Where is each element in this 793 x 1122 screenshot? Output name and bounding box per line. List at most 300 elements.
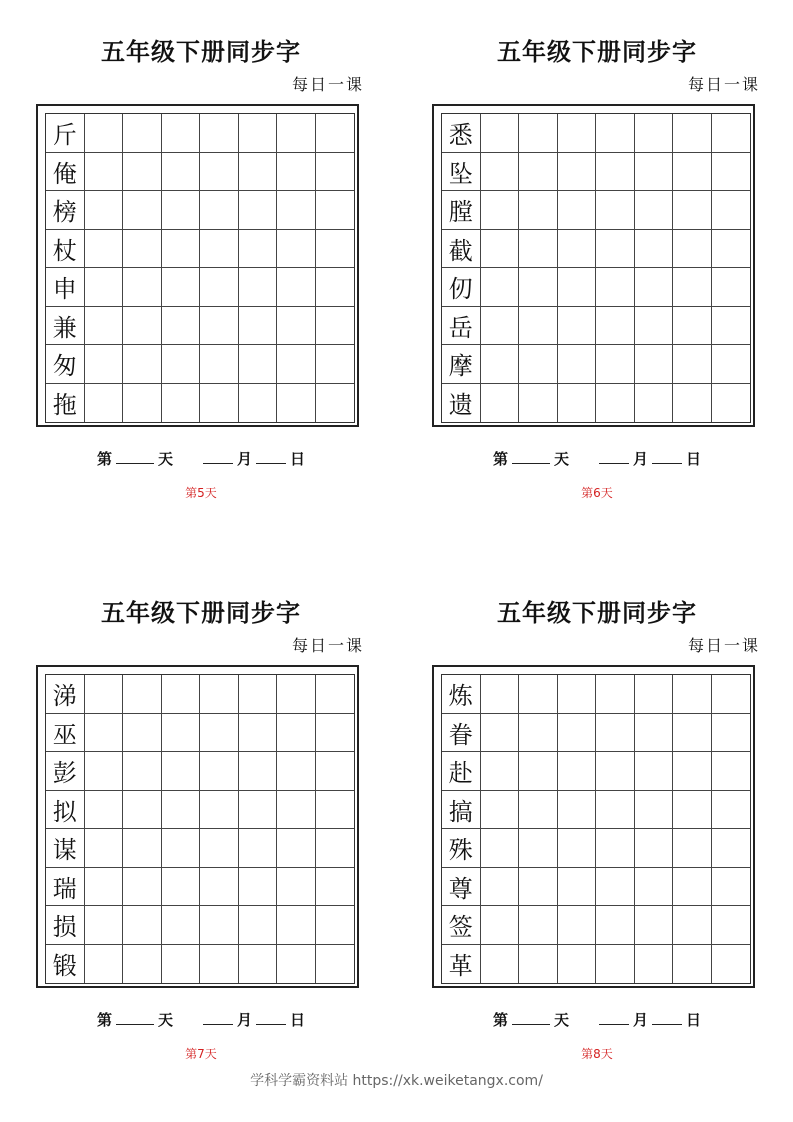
writing-cell[interactable] (712, 906, 751, 945)
writing-cell[interactable] (162, 829, 201, 868)
writing-cell[interactable] (712, 114, 751, 153)
writing-cell[interactable] (277, 191, 316, 230)
writing-cell[interactable] (558, 675, 597, 714)
writing-cell[interactable] (239, 268, 278, 307)
writing-cell[interactable] (635, 345, 674, 384)
writing-cell[interactable] (200, 868, 239, 907)
date-prefix: 第 (492, 450, 508, 468)
writing-cell[interactable] (519, 906, 558, 945)
date-prefix: 第 (96, 450, 112, 468)
writing-cell[interactable] (712, 829, 751, 868)
day-number-label: 第6天 (581, 486, 613, 500)
writing-cell[interactable] (673, 791, 712, 830)
writing-cell[interactable] (558, 868, 597, 907)
writing-cell[interactable] (123, 868, 162, 907)
writing-cell[interactable] (200, 714, 239, 753)
writing-cell[interactable] (123, 945, 162, 984)
writing-cell[interactable] (558, 114, 597, 153)
writing-cell[interactable] (239, 945, 278, 984)
writing-cell[interactable] (519, 829, 558, 868)
writing-cell[interactable] (162, 752, 201, 791)
writing-cell[interactable] (481, 230, 520, 269)
writing-cell[interactable] (85, 191, 124, 230)
writing-cell[interactable] (123, 675, 162, 714)
writing-cell[interactable] (635, 714, 674, 753)
model-character: 截 (442, 230, 481, 269)
month-blank[interactable] (203, 1012, 233, 1025)
writing-cell[interactable] (481, 384, 520, 423)
writing-cell[interactable] (558, 345, 597, 384)
writing-cell[interactable] (519, 945, 558, 984)
writing-cell[interactable] (596, 191, 635, 230)
writing-cell[interactable] (596, 675, 635, 714)
writing-cell[interactable] (277, 906, 316, 945)
writing-cell[interactable] (558, 945, 597, 984)
writing-cell[interactable] (596, 307, 635, 346)
writing-cell[interactable] (123, 791, 162, 830)
writing-cell[interactable] (277, 307, 316, 346)
writing-cell[interactable] (123, 153, 162, 192)
writing-cell[interactable] (85, 345, 124, 384)
writing-cell[interactable] (239, 791, 278, 830)
writing-cell[interactable] (316, 868, 355, 907)
date-day-label: 天 (157, 1011, 173, 1029)
writing-cell[interactable] (673, 307, 712, 346)
writing-cell[interactable] (316, 945, 355, 984)
sheet-title: 五年级下册同步字 (101, 37, 301, 66)
writing-cell[interactable] (239, 191, 278, 230)
writing-cell[interactable] (712, 384, 751, 423)
writing-cell[interactable] (162, 153, 201, 192)
writing-cell[interactable] (162, 268, 201, 307)
writing-cell[interactable] (277, 791, 316, 830)
model-character: 殊 (442, 829, 481, 868)
writing-cell[interactable] (123, 384, 162, 423)
date-day-label: 天 (553, 1011, 569, 1029)
writing-cell[interactable] (239, 153, 278, 192)
model-character: 杖 (46, 230, 85, 269)
writing-cell[interactable] (316, 906, 355, 945)
writing-cell[interactable] (316, 829, 355, 868)
writing-cell[interactable] (200, 268, 239, 307)
sheet-title: 五年级下册同步字 (497, 37, 697, 66)
practice-grid-frame (432, 104, 755, 427)
writing-cell[interactable] (200, 945, 239, 984)
date-date-label: 日 (686, 1011, 702, 1029)
writing-cell[interactable] (162, 114, 201, 153)
practice-grid-frame (36, 104, 359, 427)
writing-cell[interactable] (316, 307, 355, 346)
date-blank[interactable] (256, 451, 286, 464)
writing-cell[interactable] (277, 268, 316, 307)
writing-cell[interactable] (635, 752, 674, 791)
writing-cell[interactable] (519, 384, 558, 423)
writing-cell[interactable] (519, 114, 558, 153)
model-character: 拖 (46, 384, 85, 423)
writing-cell[interactable] (200, 791, 239, 830)
writing-cell[interactable] (277, 114, 316, 153)
model-character: 搞 (442, 791, 481, 830)
writing-cell[interactable] (596, 384, 635, 423)
writing-cell[interactable] (277, 675, 316, 714)
date-day-label: 天 (157, 450, 173, 468)
writing-cell[interactable] (239, 345, 278, 384)
writing-cell[interactable] (673, 345, 712, 384)
writing-cell[interactable] (85, 268, 124, 307)
writing-cell[interactable] (596, 153, 635, 192)
practice-grid-frame (36, 665, 359, 988)
writing-cell[interactable] (239, 675, 278, 714)
writing-cell[interactable] (481, 675, 520, 714)
writing-cell[interactable] (712, 153, 751, 192)
writing-cell[interactable] (316, 153, 355, 192)
month-blank[interactable] (203, 451, 233, 464)
writing-cell[interactable] (596, 791, 635, 830)
writing-cell[interactable] (596, 345, 635, 384)
writing-cell[interactable] (316, 230, 355, 269)
writing-cell[interactable] (85, 829, 124, 868)
day-blank[interactable] (512, 1012, 550, 1025)
writing-cell[interactable] (712, 945, 751, 984)
writing-cell[interactable] (85, 906, 124, 945)
writing-cell[interactable] (519, 153, 558, 192)
writing-cell[interactable] (123, 714, 162, 753)
date-prefix: 第 (492, 1011, 508, 1029)
writing-cell[interactable] (316, 752, 355, 791)
date-month-label: 月 (237, 1011, 253, 1029)
writing-cell[interactable] (519, 268, 558, 307)
writing-cell[interactable] (123, 752, 162, 791)
writing-cell[interactable] (673, 868, 712, 907)
writing-cell[interactable] (596, 829, 635, 868)
model-character: 坠 (442, 153, 481, 192)
writing-cell[interactable] (162, 384, 201, 423)
writing-cell[interactable] (162, 230, 201, 269)
model-character: 眷 (442, 714, 481, 753)
practice-sheet-4 (432, 561, 762, 1061)
writing-cell[interactable] (200, 307, 239, 346)
writing-cell[interactable] (558, 153, 597, 192)
writing-cell[interactable] (712, 345, 751, 384)
writing-cell[interactable] (316, 191, 355, 230)
writing-cell[interactable] (277, 714, 316, 753)
writing-cell[interactable] (85, 791, 124, 830)
writing-cell[interactable] (481, 191, 520, 230)
writing-cell[interactable] (596, 868, 635, 907)
writing-cell[interactable] (712, 268, 751, 307)
writing-cell[interactable] (519, 230, 558, 269)
writing-cell[interactable] (123, 906, 162, 945)
writing-cell[interactable] (712, 191, 751, 230)
writing-cell[interactable] (85, 752, 124, 791)
writing-cell[interactable] (712, 752, 751, 791)
practice-grid (45, 113, 355, 423)
model-character: 遗 (442, 384, 481, 423)
writing-cell[interactable] (239, 384, 278, 423)
model-character: 巫 (46, 714, 85, 753)
writing-cell[interactable] (712, 675, 751, 714)
model-character: 申 (46, 268, 85, 307)
writing-cell[interactable] (635, 675, 674, 714)
writing-cell[interactable] (673, 829, 712, 868)
date-date-label: 日 (686, 450, 702, 468)
writing-cell[interactable] (200, 829, 239, 868)
practice-grid (441, 674, 751, 984)
day-blank[interactable] (512, 451, 550, 464)
day-blank[interactable] (116, 1012, 154, 1025)
practice-grid-frame (432, 665, 755, 988)
date-line (36, 1009, 366, 1030)
practice-grid (45, 674, 355, 984)
writing-cell[interactable] (635, 153, 674, 192)
writing-cell[interactable] (519, 191, 558, 230)
model-character: 俺 (46, 153, 85, 192)
month-blank[interactable] (599, 451, 629, 464)
model-character: 膛 (442, 191, 481, 230)
writing-cell[interactable] (519, 345, 558, 384)
writing-cell[interactable] (596, 906, 635, 945)
writing-cell[interactable] (200, 230, 239, 269)
writing-cell[interactable] (85, 714, 124, 753)
model-character: 签 (442, 906, 481, 945)
model-character: 炼 (442, 675, 481, 714)
writing-cell[interactable] (200, 191, 239, 230)
writing-cell[interactable] (316, 345, 355, 384)
writing-cell[interactable] (316, 791, 355, 830)
writing-cell[interactable] (712, 230, 751, 269)
model-character: 赴 (442, 752, 481, 791)
day-blank[interactable] (116, 451, 154, 464)
writing-cell[interactable] (481, 345, 520, 384)
date-date-label: 日 (290, 450, 306, 468)
date-blank[interactable] (652, 1012, 682, 1025)
date-month-label: 月 (633, 450, 649, 468)
writing-cell[interactable] (200, 906, 239, 945)
writing-cell[interactable] (239, 829, 278, 868)
date-blank[interactable] (256, 1012, 286, 1025)
writing-cell[interactable] (635, 191, 674, 230)
writing-cell[interactable] (519, 868, 558, 907)
writing-cell[interactable] (200, 752, 239, 791)
writing-cell[interactable] (123, 191, 162, 230)
writing-cell[interactable] (277, 752, 316, 791)
writing-cell[interactable] (673, 268, 712, 307)
model-character: 涕 (46, 675, 85, 714)
writing-cell[interactable] (712, 791, 751, 830)
writing-cell[interactable] (277, 945, 316, 984)
writing-cell[interactable] (558, 191, 597, 230)
writing-cell[interactable] (673, 906, 712, 945)
date-line (432, 1009, 762, 1030)
writing-cell[interactable] (673, 153, 712, 192)
model-character: 摩 (442, 345, 481, 384)
writing-cell[interactable] (239, 714, 278, 753)
model-character: 榜 (46, 191, 85, 230)
writing-cell[interactable] (123, 114, 162, 153)
writing-cell[interactable] (85, 945, 124, 984)
writing-cell[interactable] (123, 307, 162, 346)
writing-cell[interactable] (635, 384, 674, 423)
writing-cell[interactable] (239, 906, 278, 945)
date-prefix: 第 (96, 1011, 112, 1029)
writing-cell[interactable] (519, 752, 558, 791)
model-character: 仞 (442, 268, 481, 307)
writing-cell[interactable] (277, 384, 316, 423)
writing-cell[interactable] (85, 675, 124, 714)
writing-cell[interactable] (673, 752, 712, 791)
writing-cell[interactable] (162, 906, 201, 945)
writing-cell[interactable] (162, 868, 201, 907)
practice-sheet-1 (36, 0, 366, 500)
writing-cell[interactable] (239, 307, 278, 346)
writing-cell[interactable] (558, 384, 597, 423)
writing-cell[interactable] (239, 230, 278, 269)
writing-cell[interactable] (519, 791, 558, 830)
model-character: 匆 (46, 345, 85, 384)
writing-cell[interactable] (673, 714, 712, 753)
writing-cell[interactable] (123, 268, 162, 307)
sheet-subtitle: 每日一课 (291, 75, 364, 94)
writing-cell[interactable] (239, 868, 278, 907)
writing-cell[interactable] (673, 945, 712, 984)
writing-cell[interactable] (481, 868, 520, 907)
model-character: 损 (46, 906, 85, 945)
writing-cell[interactable] (635, 791, 674, 830)
writing-cell[interactable] (239, 752, 278, 791)
writing-cell[interactable] (558, 752, 597, 791)
sheet-subtitle: 每日一课 (687, 636, 760, 655)
model-character: 尊 (442, 868, 481, 907)
writing-cell[interactable] (635, 906, 674, 945)
writing-cell[interactable] (162, 675, 201, 714)
writing-cell[interactable] (673, 191, 712, 230)
writing-cell[interactable] (558, 906, 597, 945)
writing-cell[interactable] (316, 714, 355, 753)
writing-cell[interactable] (481, 153, 520, 192)
writing-cell[interactable] (558, 714, 597, 753)
writing-cell[interactable] (481, 714, 520, 753)
writing-cell[interactable] (519, 675, 558, 714)
writing-cell[interactable] (558, 268, 597, 307)
writing-cell[interactable] (635, 307, 674, 346)
writing-cell[interactable] (712, 307, 751, 346)
writing-cell[interactable] (635, 829, 674, 868)
writing-cell[interactable] (635, 114, 674, 153)
day-number-label: 第5天 (185, 486, 217, 500)
writing-cell[interactable] (316, 675, 355, 714)
writing-cell[interactable] (277, 868, 316, 907)
writing-cell[interactable] (239, 114, 278, 153)
date-line (36, 448, 366, 469)
writing-cell[interactable] (596, 114, 635, 153)
writing-cell[interactable] (596, 230, 635, 269)
writing-cell[interactable] (635, 268, 674, 307)
writing-cell[interactable] (200, 153, 239, 192)
writing-cell[interactable] (277, 345, 316, 384)
writing-cell[interactable] (519, 714, 558, 753)
writing-cell[interactable] (481, 906, 520, 945)
writing-cell[interactable] (162, 714, 201, 753)
writing-cell[interactable] (85, 153, 124, 192)
footer-source: 学科学霸资料站 https://xk.weiketangx.com/ (250, 1073, 543, 1089)
writing-cell[interactable] (123, 345, 162, 384)
writing-cell[interactable] (558, 230, 597, 269)
model-character: 彭 (46, 752, 85, 791)
writing-cell[interactable] (316, 384, 355, 423)
writing-cell[interactable] (596, 268, 635, 307)
model-character: 岳 (442, 307, 481, 346)
writing-cell[interactable] (596, 752, 635, 791)
writing-cell[interactable] (673, 114, 712, 153)
model-character: 兼 (46, 307, 85, 346)
writing-cell[interactable] (123, 829, 162, 868)
writing-cell[interactable] (635, 945, 674, 984)
writing-cell[interactable] (712, 714, 751, 753)
writing-cell[interactable] (481, 945, 520, 984)
sheet-subtitle: 每日一课 (291, 636, 364, 655)
writing-cell[interactable] (200, 114, 239, 153)
writing-cell[interactable] (85, 230, 124, 269)
writing-cell[interactable] (316, 114, 355, 153)
writing-cell[interactable] (596, 714, 635, 753)
writing-cell[interactable] (596, 945, 635, 984)
writing-cell[interactable] (85, 307, 124, 346)
writing-cell[interactable] (85, 868, 124, 907)
writing-cell[interactable] (519, 307, 558, 346)
writing-cell[interactable] (481, 114, 520, 153)
writing-cell[interactable] (277, 829, 316, 868)
writing-cell[interactable] (481, 829, 520, 868)
sheet-title: 五年级下册同步字 (497, 598, 697, 627)
writing-cell[interactable] (123, 230, 162, 269)
writing-cell[interactable] (162, 345, 201, 384)
writing-cell[interactable] (277, 230, 316, 269)
date-day-label: 天 (553, 450, 569, 468)
writing-cell[interactable] (712, 868, 751, 907)
writing-cell[interactable] (85, 384, 124, 423)
writing-cell[interactable] (635, 230, 674, 269)
writing-cell[interactable] (673, 384, 712, 423)
writing-cell[interactable] (481, 791, 520, 830)
sheet-subtitle: 每日一课 (687, 75, 760, 94)
writing-cell[interactable] (316, 268, 355, 307)
writing-cell[interactable] (162, 191, 201, 230)
writing-cell[interactable] (558, 791, 597, 830)
model-character: 锻 (46, 945, 85, 984)
writing-cell[interactable] (162, 307, 201, 346)
writing-cell[interactable] (481, 268, 520, 307)
writing-cell[interactable] (635, 868, 674, 907)
writing-cell[interactable] (673, 675, 712, 714)
model-character: 斤 (46, 114, 85, 153)
writing-cell[interactable] (673, 230, 712, 269)
writing-cell[interactable] (200, 675, 239, 714)
practice-sheet-2 (432, 0, 762, 500)
writing-cell[interactable] (162, 945, 201, 984)
writing-cell[interactable] (481, 752, 520, 791)
writing-cell[interactable] (85, 114, 124, 153)
date-blank[interactable] (652, 451, 682, 464)
writing-cell[interactable] (162, 791, 201, 830)
writing-cell[interactable] (200, 345, 239, 384)
date-month-label: 月 (633, 1011, 649, 1029)
month-blank[interactable] (599, 1012, 629, 1025)
writing-cell[interactable] (558, 829, 597, 868)
writing-cell[interactable] (200, 384, 239, 423)
writing-cell[interactable] (277, 153, 316, 192)
writing-cell[interactable] (558, 307, 597, 346)
writing-cell[interactable] (481, 307, 520, 346)
